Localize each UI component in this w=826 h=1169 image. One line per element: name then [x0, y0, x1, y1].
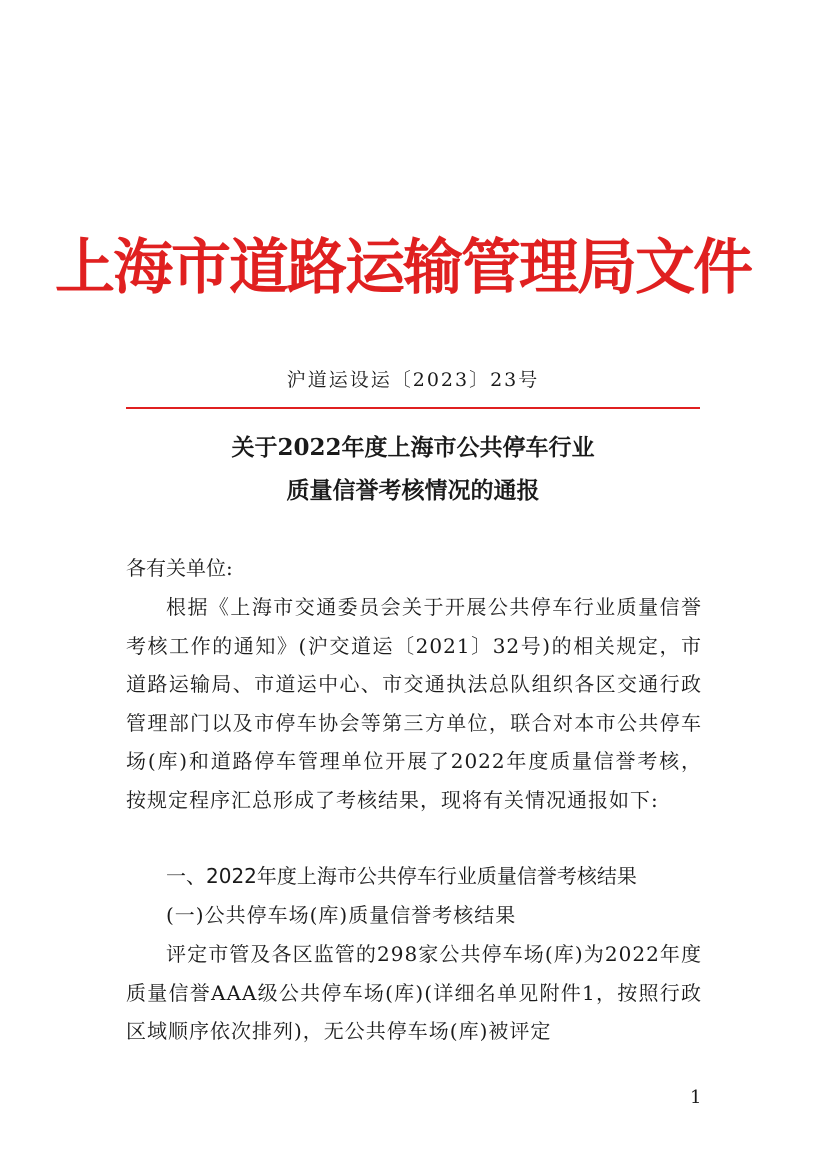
notice-title-line-1: 关于2022年度上海市公共停车行业	[231, 434, 595, 461]
salutation: 各有关单位:	[126, 556, 233, 580]
body-paragraph-1: 根据《上海市交通委员会关于开展公共停车行业质量信誉考核工作的通知》(沪交道运〔2021〕32号)的相关规定，市道路运输局、市道运中心、市交通执法总队组织各区交通行政管理部门以及市停车协会等第三方单位，联合对本市公共停车场(库)和道路停车管理单位开展了2022年度质量信誉考核，按规定程序汇总形成了考核结果，现将有关情况通报如下:	[126, 595, 702, 812]
document-header-title: 上海市道路运输管理局文件	[55, 233, 751, 303]
section-heading-1: 一、2022年度上海市公共停车行业质量信誉考核结果	[166, 864, 637, 888]
subsection-heading-1: (一)公共停车场(库)质量信誉考核结果	[166, 903, 517, 927]
body-paragraph-2: 评定市管及各区监管的298家公共停车场(库)为2022年度质量信誉AAA级公共停车场(库)(详细名单见附件1，按照行政区域顺序依次排列)，无公共停车场(库)被评定	[126, 942, 702, 1043]
page-number: 1	[690, 1087, 702, 1108]
document-number: 沪道运设运〔2023〕23号	[286, 369, 540, 391]
notice-title-line-2: 质量信誉考核情况的通报	[286, 477, 540, 504]
header-divider	[126, 407, 700, 409]
